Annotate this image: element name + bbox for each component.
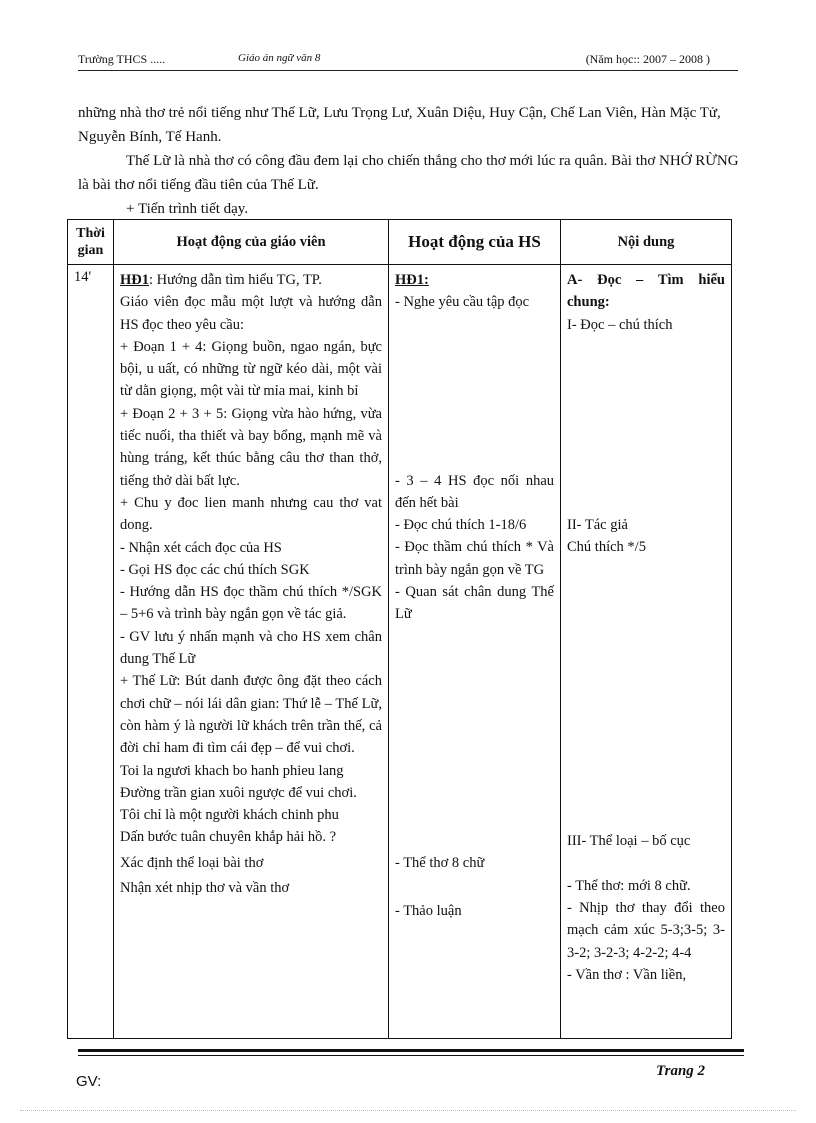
student-line: - Thể thơ 8 chữ (395, 854, 485, 871)
teacher-line: + Đoạn 2 + 3 + 5: Giọng vừa hào hứng, vừa tiếc nuối, tha thiết và bay bổng, mạnh mẽ và hùng tráng, kết thúc bằng câu thơ than thở, tiếng thở dài bất lực. (120, 405, 382, 489)
teacher-line: - Nhận xét cách đọc của HS (120, 539, 282, 556)
school-year: (Năm học:: 2007 – 2008 ) (585, 52, 710, 66)
teacher-line: + Thế Lữ: Bút danh được ông đặt theo cách chơi chữ – nói lái dân gian: Thứ lễ – Thế Lữ, còn hàm ý là người lữ khách trên trần thế, cả đời chỉ ham đi tìm cái đẹp – để vui chơi. (120, 673, 382, 757)
student-line: - Thảo luận (395, 902, 462, 919)
teacher-signature-label: GV: (76, 1073, 102, 1090)
student-line: - Đọc chú thích 1-18/6 (395, 517, 527, 534)
spacer (395, 314, 554, 470)
content-line: I- Đọc – chú thích (567, 316, 673, 333)
spacer (395, 874, 554, 900)
teacher-line: + Chu y đoc lien manh nhưng cau thơ vat dong. (120, 494, 382, 534)
student-hd-label: HĐ1: (395, 272, 429, 288)
content-cell (561, 265, 732, 1039)
student-activity-cell (389, 265, 561, 1039)
content-line: - Thể thơ: mới 8 chữ. (567, 877, 691, 894)
page-number: Trang 2 (656, 1063, 706, 1079)
student-line: - Đọc thầm chú thích * Và trình bày ngắn gọn về TG (395, 539, 554, 578)
teacher-line: - Hướng dẫn HS đọc thầm chú thích */SGK – 5+6 và trình bày ngắn gọn về tác giả. (120, 584, 382, 623)
lesson-progress-label: + Tiến trình tiết dạy. (126, 201, 249, 217)
header-time: Thời gian (68, 220, 114, 265)
teacher-hd-heading (120, 269, 382, 291)
teacher-line: - Gọi HS đọc các chú thích SGK (120, 561, 310, 578)
subject-title: Giáo án ngữ văn 8 (238, 52, 321, 64)
student-line: - Nghe yêu cầu tập đọc (395, 294, 530, 311)
spacer (567, 853, 725, 875)
content-line: II- Tác giả (567, 516, 628, 533)
header-content: Nội dung (561, 220, 732, 265)
teacher-line: Giáo viên đọc mẫu một lượt và hướng dẫn HS đọc theo yêu cầu: (120, 294, 382, 333)
footer-divider-thick (78, 1049, 744, 1052)
spacer (567, 558, 725, 830)
teacher-activity-cell (114, 265, 389, 1039)
teacher-hd-text: : Hướng dẫn tìm hiểu TG, TP. (149, 272, 322, 288)
teacher-line: Xác định thể loại bài thơ (120, 854, 264, 871)
teacher-line: Nhận xét nhịp thơ và vần thơ (120, 880, 290, 897)
content-line: Chú thích */5 (567, 539, 646, 556)
table-header-row (68, 220, 732, 265)
page-bottom-edge (20, 1110, 796, 1111)
header-student-activity: Hoạt động của HS (389, 220, 561, 265)
page-header (78, 52, 738, 68)
spacer (567, 336, 725, 514)
table-row (68, 265, 732, 1039)
footer-divider-thin (78, 1055, 744, 1056)
student-line: - 3 – 4 HS đọc nối nhau đến hết bài (395, 472, 554, 511)
time-cell (68, 265, 114, 1039)
teacher-line: + Đoạn 1 + 4: Giọng buồn, ngao ngán, bực bội, u uất, có những từ ngữ kéo dài, một vài từ dằn giọng, một vài từ mỉa mai, kinh bỉ (120, 338, 382, 400)
teacher-line: - GV lưu ý nhấn mạnh và cho HS xem chân dung Thế Lữ (120, 628, 382, 668)
header-teacher-activity: Hoạt động của giáo viên (114, 220, 389, 265)
spacer (395, 626, 554, 852)
poem-line: Tôi chỉ là một người khách chinh phu (120, 807, 339, 824)
lesson-plan-table (67, 219, 732, 1039)
content-line: - Vần thơ : Vần liền, (567, 966, 687, 983)
intro-paragraph-2: Thế Lữ là nhà thơ có công đầu đem lại cho chiến thắng cho thơ mới lúc ra quân. Bài thơ NHỚ RỪNG là bài thơ nổi tiếng đầu tiên của Thế Lữ. (78, 153, 739, 193)
teacher-hd-label: HĐ1 (120, 272, 149, 288)
content-section-a: A- Đọc – Tìm hiểu chung: (567, 272, 725, 311)
poem-line: Toi la ngươi khach bo hanh phieu lang (120, 762, 344, 779)
poem-line: Đường trần gian xuôi ngược để vui chơi. (120, 784, 357, 801)
content-line: - Nhịp thơ thay đổi theo mạch cảm xúc 5-3;3-5; 3-3-2; 3-2-3; 4-2-2; 4-4 (567, 900, 725, 961)
time-value: 14' (74, 269, 92, 285)
intro-paragraph-1: những nhà thơ trẻ nổi tiếng như Thế Lữ, Lưu Trọng Lư, Xuân Diệu, Huy Cận, Chế Lan Viên, Hàn Mặc Tử, Nguyễn Bính, Tế Hanh. (78, 105, 721, 145)
school-name: Trường THCS ..... (78, 52, 166, 66)
student-line: - Quan sát chân dung Thế Lữ (395, 584, 554, 623)
poem-line: Dấn bước tuân chuyên khắp hải hồ. ? (120, 829, 337, 846)
header-divider (78, 70, 738, 71)
content-line: III- Thể loại – bố cục (567, 833, 691, 850)
